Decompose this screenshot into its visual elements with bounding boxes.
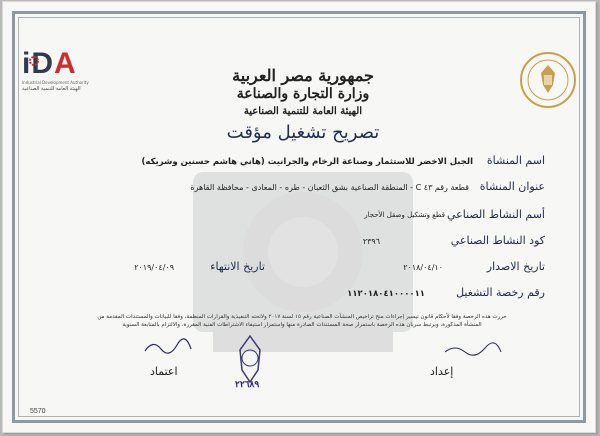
signature-preparation (443, 342, 503, 358)
legal-disclaimer: حررت هذه الرخصة وفقا لأحكام قانون تيسير إجراءات منح تراخيص المنشآت الصناعية رقم ١٥ لسنة ٢٠١٧ ولائحته التنفيذية والقرارات المنظمة، وفقا للبيانات والمستندات المقدمة من المنشأة المذكورة، ويرتبط سريان هذه الرخصة باستمرار صحة المستندات الصادرة منها واستمرار استيفاء الاشتراطات الفنية المقررة، والالتزام بالمتابعة السنوية (97, 314, 507, 328)
serial-number: 5570 (30, 408, 46, 415)
facility-name-value: الجبل الاخضر للاستثمار وصناعة الرخام والجرانيت (هاني هاشم حسنين وشريكه) (141, 157, 473, 167)
ida-subtitle-ar: الهيئة العامة للتنمية الصناعية (22, 86, 81, 92)
activity-name-label: أسم النشاط الصناعي (446, 208, 545, 221)
country-name: جمهورية مصر العربية (232, 66, 374, 85)
activity-code-label: كود النشاط الصناعي (450, 234, 545, 247)
signature-approval (143, 337, 193, 357)
facility-address-value: قطعة رقم ٤٣ C - المنطقة الصناعية بشق الثعبان - طره - المعادى - محافظة القاهرة (190, 183, 469, 192)
issue-date-value: ٢٠١٨/٠٤/١٠ (403, 263, 443, 272)
ida-letter-i: i (22, 47, 32, 80)
activity-code-value: ٢٣٩٦ (362, 237, 380, 246)
approval-label: اعتماد (150, 365, 178, 378)
expiry-date-value: ٢٠١٩/٠٤/٠٩ (134, 263, 174, 272)
ida-letter-a: A (54, 47, 77, 80)
document-title: تصريح تشغيل مؤقت (226, 122, 380, 143)
ida-letter-d: D (31, 47, 55, 80)
preparation-label: إعداد (430, 365, 454, 378)
ministry-name: وزارة التجارة والصناعة (236, 86, 370, 102)
watermark-machine-illustration (173, 132, 433, 372)
license-number-value: ١١٢٠١٨٠٤١٠٠٠٠١١ (347, 289, 425, 299)
license-document (2, 1, 596, 433)
facility-name-label: اسم المنشاة (486, 154, 545, 167)
license-number-label: رقم رخصة التشغيل (456, 286, 545, 299)
authority-name: الهيئة العامة للتنمية الصناعية (243, 106, 363, 117)
issue-date-label: تاريخ الاصدار (486, 260, 545, 273)
facility-address-label: عنوان المنشاة (479, 180, 545, 193)
stamp-number: ٢٢٦٨٩ (235, 379, 260, 389)
expiry-date-label: تاريخ الانتهاء (210, 260, 265, 273)
activity-name-value: قطع وتشكيل وصقل الأحجار (364, 211, 445, 219)
ida-subtitle-en: Industrial Development Authority (22, 80, 89, 85)
